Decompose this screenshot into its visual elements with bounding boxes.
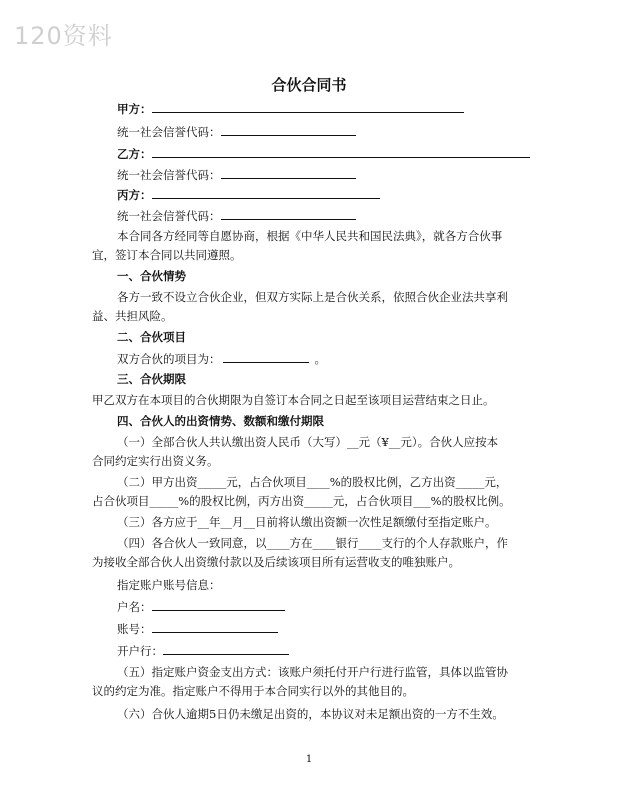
section-3-line-1: 甲乙双方在本项目的合伙期限为自签订本合同之日起至该项目运营结束之日止。 (92, 393, 495, 407)
party-a-code-blank (221, 124, 356, 136)
account-bank-row (117, 643, 289, 658)
document-title: 合伙合同书 (271, 76, 347, 94)
intro-line-2: 宜，签订本合同以共同遵照。 (92, 248, 242, 262)
section-4-heading: 四、合伙人的出资情势、数额和缴付期限 (117, 414, 324, 428)
page-number: 1 (305, 754, 313, 765)
party-c-row (117, 187, 380, 202)
party-c-blank (152, 187, 380, 199)
section-2-period: 。 (314, 352, 326, 366)
intro-line-1: 本合同各方经同等自愿协商，根据《中华人民共和国民法典》，就各方合伙事 (117, 229, 503, 243)
account-number-blank (152, 621, 278, 633)
account-number-row (117, 621, 278, 636)
party-c-code-row (117, 208, 356, 223)
item-5-line-2: 议的约定为准。指定账户不得用于本合同实行以外的其他目的。 (92, 684, 414, 698)
watermark-logo: 120资料 (14, 22, 113, 50)
section-1-heading: 一、合伙情势 (117, 269, 186, 283)
item-4-line-1: （四）各合伙人一致同意，以____方在____银行____支行的个人存款账户，作 (117, 536, 508, 550)
party-c-label: 丙方： (117, 188, 152, 202)
party-b-code-label: 统一社会信誉代码： (117, 168, 221, 182)
account-number-label: 账号： (117, 622, 152, 636)
account-info-label: 指定账户账号信息： (117, 578, 221, 592)
section-3-heading: 三、合伙期限 (117, 372, 186, 386)
account-name-row (117, 599, 285, 614)
item-2-line-2: 占合伙项目_____%的股权比例，丙方出资_____元，占合伙项目___%的股权比例。 (92, 494, 511, 508)
party-b-blank (152, 146, 530, 158)
section-1-line-1: 各方一致不设立合伙企业，但双方实际上是合伙关系，依照合伙企业法共享利 (117, 290, 508, 304)
party-b-row (117, 146, 530, 161)
item-4-line-2: 为接收全部合伙人出资缴付款以及后续该项目所有运营收支的唯独账户。 (92, 555, 460, 569)
party-b-code-row (117, 167, 356, 182)
section-2-text: 双方合伙的项目为： (117, 352, 221, 366)
project-name-blank (223, 351, 309, 363)
item-3-line-1: （三）各方应于__年__月__日前将认缴出资额一次性足额缴付至指定账户。 (117, 515, 497, 529)
party-a-code-label: 统一社会信誉代码： (117, 125, 221, 139)
party-c-code-blank (221, 208, 356, 220)
party-c-code-label: 统一社会信誉代码： (117, 209, 221, 223)
account-name-label: 户名： (117, 600, 152, 614)
item-2-line-1: （二）甲方出资_____元，占合伙项目____%的股权比例，乙方出资_____元， (117, 475, 508, 489)
item-1-line-1: （一）全部合伙人共认缴出资人民币（大写）__元（¥__元）。合伙人应按本 (117, 435, 499, 449)
item-6-line-1: （六）合伙人逾期5日仍未缴足出资的，本协议对未足额出资的一方不生效。 (117, 707, 504, 721)
item-1-line-2: 合同约定实行出资义务。 (92, 454, 219, 468)
party-a-row (117, 101, 464, 116)
section-1-line-2: 益、共担风险。 (92, 309, 173, 323)
account-name-blank (152, 599, 285, 611)
account-bank-blank (163, 643, 289, 655)
party-b-code-blank (221, 167, 356, 179)
section-2-project-row (117, 351, 326, 366)
party-b-label: 乙方： (117, 147, 152, 161)
party-a-blank (152, 101, 464, 113)
party-a-code-row (117, 124, 356, 139)
section-2-heading: 二、合伙项目 (117, 330, 186, 344)
item-5-line-1: （五）指定账户资金支出方式：该账户须托付开户行进行监管，具体以监管协 (117, 665, 508, 679)
party-a-label: 甲方： (117, 102, 152, 116)
account-bank-label: 开户行： (117, 644, 163, 658)
